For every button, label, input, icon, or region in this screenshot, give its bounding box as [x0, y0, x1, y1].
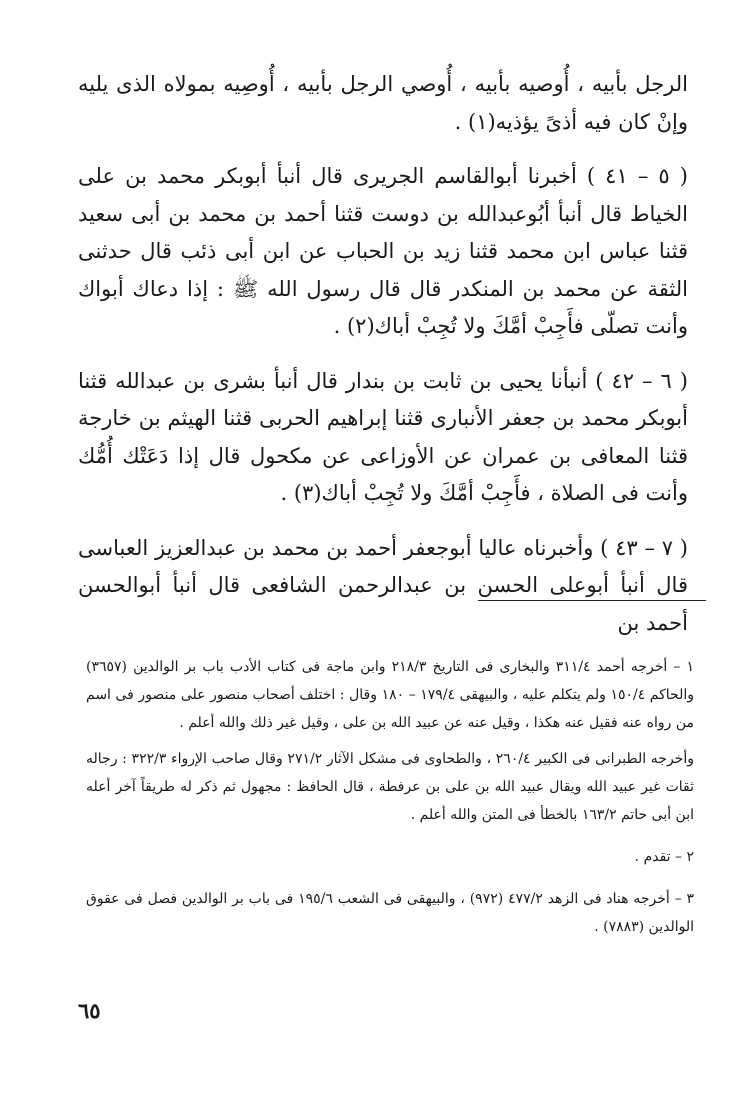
footnote-1-continued: وأخرجه الطبرانى فى الكبير ٢٦٠/٤ ، والطحاوى فى مشكل الآثار ٢٧١/٢ وقال صاحب الإرواء ٣٢٢/٣ : رجاله ثقات غير عبيد الله ويقال عبيد الله بن على بن عرفطة ، قال الحافظ : مجهول ثم ذكر له طريقاً آخر أعله ابن أبى حاتم ١٦٣/٢ بالخطأ فى المتن والله أعلم . — [86, 751, 694, 823]
main-text — [78, 66, 688, 642]
footnote-1: ١ – أخرجه أحمد ٣١١/٤ والبخارى فى التاريخ ٢١٨/٣ وابن ماجة فى كتاب الأدب باب بر الوالدين (٣٦٥٧) والحاكم ١٥٠/٤ ولم يتكلم عليه ، والبيهقى ١٧٩/٤ – ١٨٠ وقال : اختلف أصحاب منصور على منصور فى اسم من رواه عنه فقيل عنه هكذا ، وقيل عنه عن عبيد الله بن على ، وقيل غير ذلك والله أعلم . — [86, 659, 695, 731]
footnote-divider — [478, 600, 706, 601]
paragraph-hadith-42: ( ٦ – ٤٢ ) أنبأنا يحيى بن ثابت بن بندار قال أنبأ بشرى بن عبدالله قثنا أبوبكر محمد بن جعفر الأنبارى قثنا إبراهيم الحربى قثنا الهيثم بن خارجة قثنا المعافى بن عمران عن الأوزاعى عن مكحول قال إذا دَعَتْك أُمُّك وأنت فى الصلاة ، فأَجِبْ أمَّكَ ولا تُجِبْ أباك(٣) . — [78, 368, 688, 505]
page-number: ٦٥ — [78, 998, 101, 1023]
paragraph-continuation: الرجل بأبيه ، أُوصيه بأبيه ، أُوصي الرجل بأبيه ، أُوصِيه بمولاه الذى يليه وإنْ كان فيه أذىً يؤذيه(١) . — [78, 72, 688, 134]
footnote-2: ٢ – تقدم . — [634, 849, 694, 865]
footnotes — [86, 653, 694, 941]
footnote-3: ٣ – أخرجه هناد فى الزهد ٤٧٧/٢ (٩٧٢) ، والبيهقى فى الشعب ١٩٥/٦ فى باب بر الوالدين فصل فى عقوق الوالدين (٧٨٨٣) . — [86, 891, 695, 935]
paragraph-hadith-41: ( ٥ – ٤١ ) أخبرنا أبوالقاسم الجريرى قال أنبأ أبوبكر محمد بن على الخياط قال أنبأ أبُوعبدالله بن دوست قثنا أحمد بن محمد بن أبى سعيد قثنا عباس ابن محمد قثنا زيد بن الحباب عن ابن أبى ذئب قال حدثنى الثقة عن محمد بن المنكدر قال قال رسول الله ﷺ : إذا دعاك أبواك وأنت تصلّى فأَجِبْ أمَّكَ ولا تُجِبْ أباك(٢) . — [78, 164, 688, 338]
paragraph-hadith-43: ( ٧ – ٤٣ ) وأخبرناه عاليا أبوجعفر أحمد بن محمد بن عبدالعزيز العباسى قال أنبأ أبوعلى الحسن بن عبدالرحمن الشافعى قال أنبأ أبوالحسن أحمد بن — [78, 535, 688, 635]
